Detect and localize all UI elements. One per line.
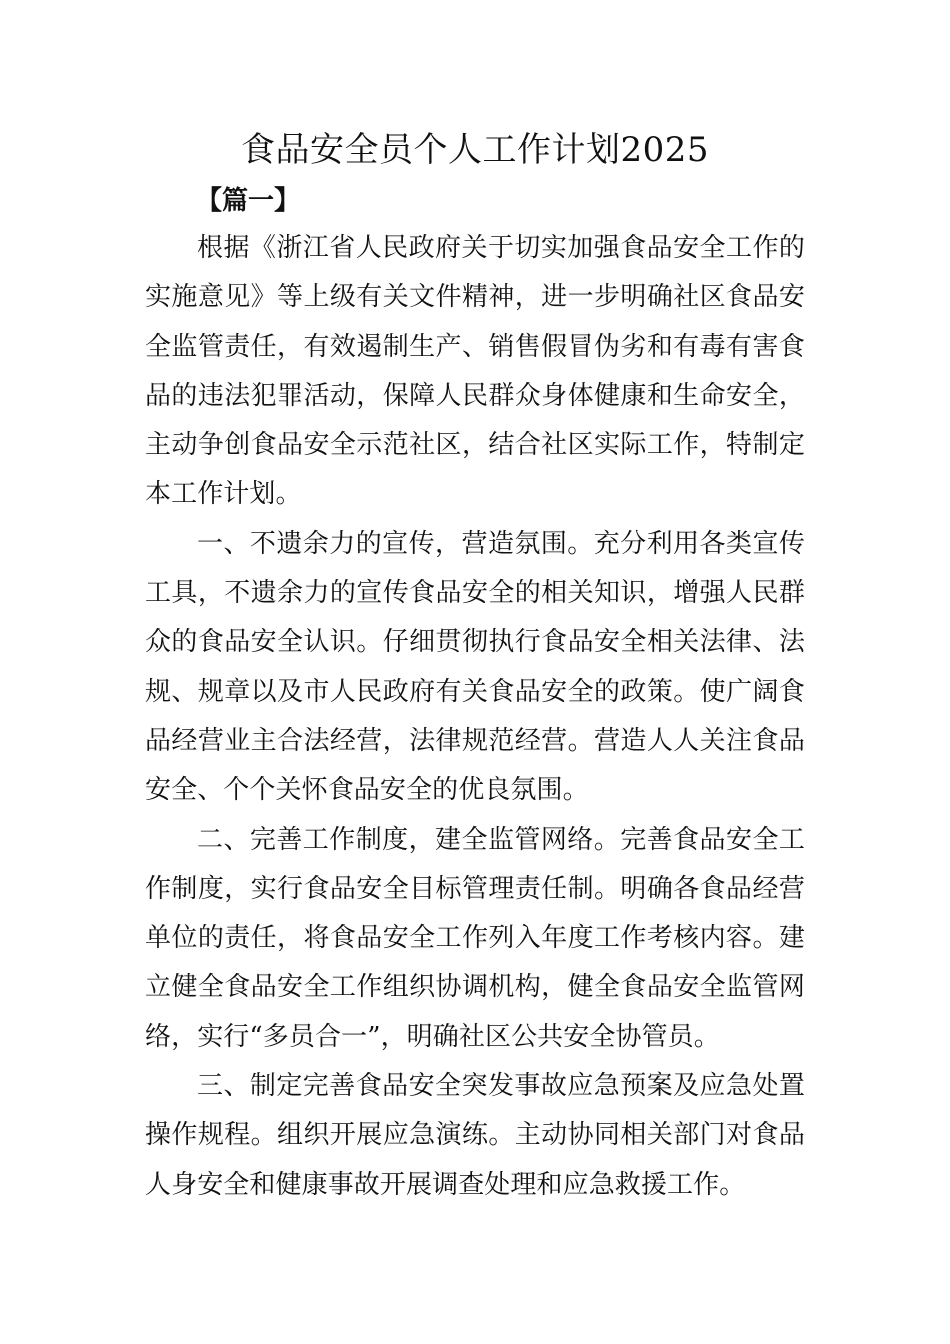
document-body (145, 224, 805, 1210)
section-label: 【篇一】 (196, 186, 301, 216)
paragraph-intro: 根据《浙江省人民政府关于切实加强食品安全工作的实施意见》等上级有关文件精神，进一步明确社区食品安全监管责任，有效遏制生产、销售假冒伪劣和有毒有害食品的违法犯罪活动，保障人民群众身体健康和生命安全，主动争创食品安全示范社区，结合社区实际工作，特制定本工作计划。 (145, 233, 805, 510)
paragraph-emergency-plan: 三、制定完善食品安全突发事故应急预案及应急处置操作规程。组织开展应急演练。主动协同相关部门对食品人身安全和健康事故开展调查处理和应急救援工作。 (145, 1071, 805, 1200)
paragraph-publicity: 一、不遗余力的宣传，营造氛围。充分利用各类宣传工具，不遗余力的宣传食品安全的相关知识，增强人民群众的食品安全认识。仔细贯彻执行食品安全相关法律、法规、规章以及市人民政府有关食品安全的政策。使广阔食品经营业主合法经营，法律规范经营。营造人人关注食品安全、个个关怀食品安全的优良氛围。 (145, 528, 805, 806)
document-title: 食品安全员个人工作计划2025 (240, 130, 710, 170)
paragraph-work-system: 二、完善工作制度，建全监管网络。完善食品安全工作制度，实行食品安全目标管理责任制。明确各食品经营单位的责任，将食品安全工作列入年度工作考核内容。建立健全食品安全工作组织协调机构，健全食品安全监管网络，实行“多员合一”，明确社区公共安全协管员。 (145, 824, 805, 1052)
